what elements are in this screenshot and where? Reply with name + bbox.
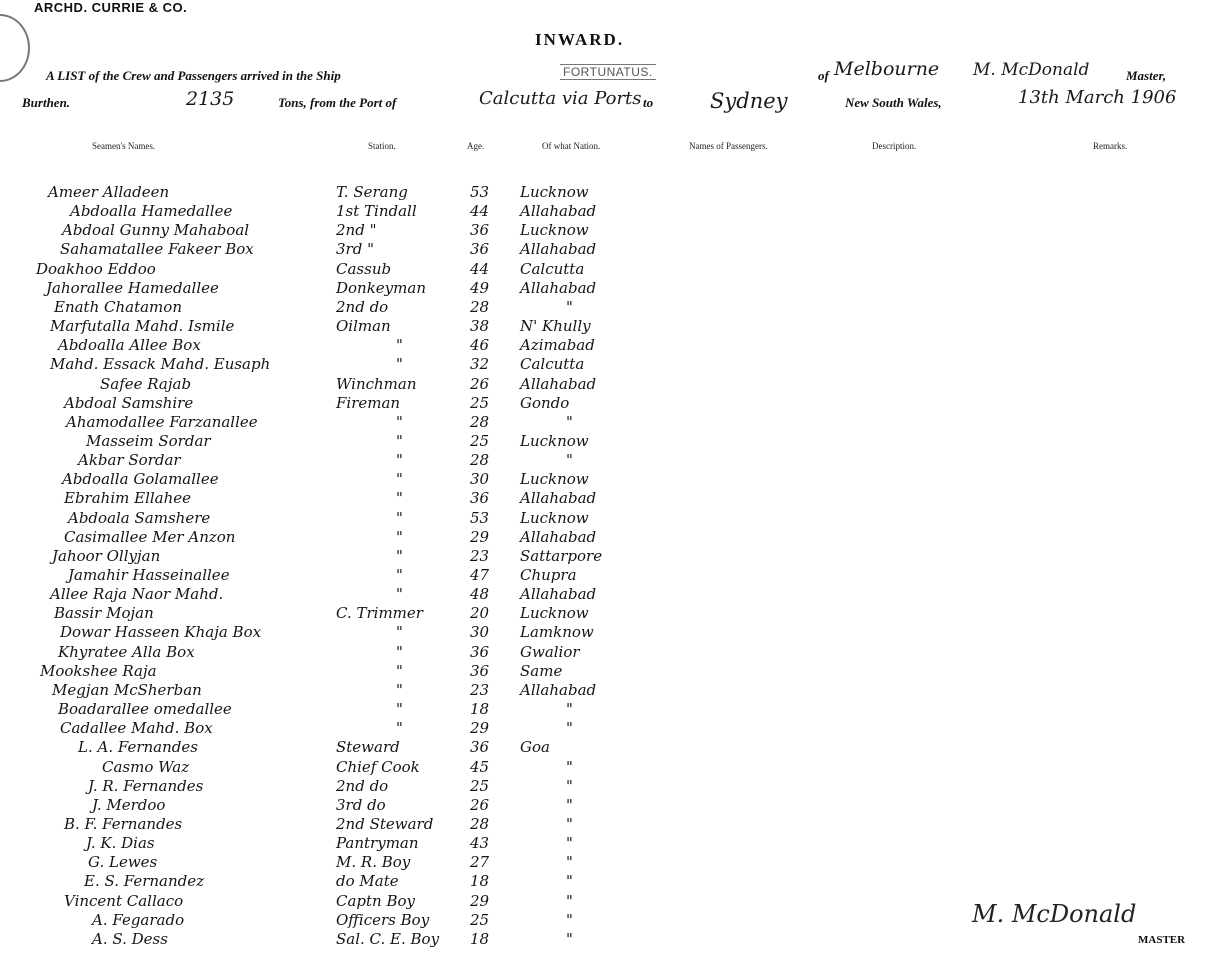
seaman-name: E. S. Fernandez	[84, 872, 205, 890]
crew-row	[0, 260, 900, 280]
seaman-nation: Sattarpore	[520, 547, 603, 565]
crew-row	[0, 872, 900, 892]
crew-row	[0, 432, 900, 452]
seaman-name: Ebrahim Ellahee	[64, 489, 192, 507]
seaman-station: 3rd do	[336, 796, 386, 814]
seaman-name: Abdoalla Golamallee	[62, 470, 219, 488]
seaman-station: "	[396, 336, 403, 354]
seaman-station: Steward	[336, 738, 400, 756]
seaman-name: Bassir Mojan	[54, 604, 154, 622]
seaman-nation: Lucknow	[520, 221, 589, 239]
seaman-age: 29	[470, 892, 490, 910]
seaman-age: 25	[470, 432, 490, 450]
seaman-name: A. Fegarado	[92, 911, 185, 929]
seaman-name: J. R. Fernandes	[88, 777, 204, 795]
crew-row	[0, 815, 900, 835]
seaman-name: Akbar Sordar	[78, 451, 181, 469]
seaman-nation: Allahabad	[520, 375, 597, 393]
crew-row	[0, 643, 900, 663]
col-nation: Of what Nation.	[542, 141, 601, 151]
seaman-station: C. Trimmer	[336, 604, 423, 622]
seaman-nation: Lucknow	[520, 509, 589, 527]
seaman-name: Doakhoo Eddoo	[36, 260, 156, 278]
seaman-station: 2nd do	[336, 298, 389, 316]
seaman-station: Pantryman	[336, 834, 419, 852]
crew-row	[0, 892, 900, 912]
crew-row	[0, 719, 900, 739]
col-description: Description.	[872, 141, 917, 151]
crew-row	[0, 930, 900, 950]
seaman-name: L. A. Fernandes	[78, 738, 198, 756]
crew-row	[0, 604, 900, 624]
seaman-station: T. Serang	[336, 183, 408, 201]
list-label: A LIST of the Crew and Passengers arrived in the Ship	[46, 68, 341, 83]
seaman-age: 26	[470, 375, 490, 393]
seaman-name: Jahorallee Hamedallee	[46, 279, 219, 297]
ship-name-stamp: FORTUNATUS.	[560, 64, 656, 80]
seaman-nation: Allahabad	[520, 681, 597, 699]
seaman-name: J. K. Dias	[86, 834, 155, 852]
arrival-date: 13th March 1906	[1018, 87, 1177, 108]
seaman-nation: "	[566, 719, 573, 737]
col-names: Seamen's Names.	[92, 141, 156, 151]
seaman-station: "	[396, 643, 403, 661]
seaman-name: Megjan McSherban	[52, 681, 202, 699]
seaman-nation: "	[566, 892, 573, 910]
seaman-station: Cassub	[336, 260, 392, 278]
seaman-station: Officers Boy	[336, 911, 430, 929]
seaman-station: "	[396, 489, 403, 507]
crew-row	[0, 566, 900, 586]
col-age: Age.	[467, 141, 485, 151]
seaman-nation: "	[566, 796, 573, 814]
crew-row	[0, 183, 900, 203]
seaman-age: 44	[470, 260, 490, 278]
seaman-age: 44	[470, 202, 490, 220]
seaman-nation: Lucknow	[520, 183, 589, 201]
seaman-name: Abdoal Samshire	[64, 394, 194, 412]
seaman-age: 30	[470, 623, 490, 641]
seaman-station: "	[396, 623, 403, 641]
seaman-nation: "	[566, 298, 573, 316]
seaman-station: Oilman	[336, 317, 391, 335]
to-label: to	[643, 95, 654, 110]
seaman-name: Jahoor Ollyjan	[52, 547, 161, 565]
seaman-age: 53	[470, 509, 490, 527]
seaman-station: 1st Tindall	[336, 202, 417, 220]
seaman-age: 43	[470, 834, 490, 852]
crew-row	[0, 623, 900, 643]
burthen-label: Burthen.	[22, 95, 71, 110]
seaman-station: "	[396, 413, 403, 431]
col-station: Station.	[368, 141, 396, 151]
seaman-age: 28	[470, 413, 490, 431]
seaman-nation: Gwalior	[520, 643, 580, 661]
seaman-name: Casmo Waz	[102, 758, 190, 776]
seaman-station: do Mate	[336, 872, 399, 890]
crew-row	[0, 509, 900, 529]
seaman-nation: "	[566, 413, 573, 431]
seaman-age: 29	[470, 719, 490, 737]
crew-row	[0, 681, 900, 701]
seaman-nation: "	[566, 930, 573, 948]
seaman-nation: N' Khully	[520, 317, 591, 335]
seaman-station: M. R. Boy	[336, 853, 411, 871]
crew-row	[0, 758, 900, 778]
seaman-age: 25	[470, 394, 490, 412]
seaman-nation: Same	[520, 662, 563, 680]
crew-row	[0, 470, 900, 490]
crew-row	[0, 240, 900, 260]
seaman-station: "	[396, 509, 403, 527]
seaman-station: Chief Cook	[336, 758, 420, 776]
crew-row	[0, 489, 900, 509]
seaman-name: Masseim Sordar	[86, 432, 211, 450]
seaman-nation: Goa	[520, 738, 550, 756]
seaman-age: 27	[470, 853, 490, 871]
master-caption: MASTER	[1138, 934, 1186, 946]
col-remarks: Remarks.	[1093, 141, 1128, 151]
crew-row	[0, 375, 900, 395]
seaman-station: "	[396, 681, 403, 699]
from-port: Calcutta via Ports	[479, 88, 642, 109]
seaman-nation: "	[566, 777, 573, 795]
seaman-age: 20	[470, 604, 490, 622]
seaman-station: "	[396, 451, 403, 469]
seaman-age: 23	[470, 547, 490, 565]
seaman-station: "	[396, 700, 403, 718]
seaman-age: 48	[470, 585, 490, 603]
seaman-name: Dowar Hasseen Khaja Box	[60, 623, 262, 641]
seaman-name: B. F. Fernandes	[64, 815, 183, 833]
seaman-age: 28	[470, 298, 490, 316]
seaman-station: "	[396, 547, 403, 565]
seaman-nation: Calcutta	[520, 355, 585, 373]
seaman-name: Abdoala Samshere	[68, 509, 211, 527]
seaman-nation: "	[566, 451, 573, 469]
seaman-station: "	[396, 566, 403, 584]
seaman-station: "	[396, 585, 403, 603]
seaman-age: 25	[470, 777, 490, 795]
master-label: Master,	[1126, 68, 1167, 83]
seaman-age: 25	[470, 911, 490, 929]
seaman-nation: Lamknow	[520, 623, 594, 641]
seaman-age: 47	[470, 566, 490, 584]
crew-row	[0, 662, 900, 682]
seaman-station: "	[396, 662, 403, 680]
seaman-nation: Lucknow	[520, 470, 589, 488]
seaman-name: Vincent Callaco	[64, 892, 184, 910]
seaman-age: 36	[470, 221, 490, 239]
seaman-name: Abdoalla Allee Box	[58, 336, 201, 354]
seaman-name: A. S. Dess	[92, 930, 168, 948]
seaman-age: 45	[470, 758, 490, 776]
seaman-station: 2nd do	[336, 777, 389, 795]
crew-row	[0, 547, 900, 567]
crew-row	[0, 528, 900, 548]
document-title: INWARD.	[535, 30, 625, 49]
seaman-name: Jamahir Hasseinallee	[68, 566, 230, 584]
company-name: ARCHD. CURRIE & CO.	[34, 0, 188, 15]
seaman-name: Khyratee Alla Box	[58, 643, 195, 661]
seaman-name: Ameer Alladeen	[48, 183, 170, 201]
seaman-age: 36	[470, 240, 490, 258]
seaman-station: 2nd "	[336, 221, 377, 239]
seaman-name: Abdoal Gunny Mahaboal	[62, 221, 250, 239]
of-label: of	[818, 68, 829, 83]
crew-row	[0, 777, 900, 797]
seaman-name: Marfutalla Mahd. Ismile	[50, 317, 235, 335]
crew-row	[0, 700, 900, 720]
seaman-nation: Lucknow	[520, 604, 589, 622]
crew-row	[0, 911, 900, 931]
seaman-nation: Chupra	[520, 566, 577, 584]
seaman-age: 38	[470, 317, 490, 335]
seaman-name: Cadallee Mahd. Box	[60, 719, 213, 737]
seaman-station: "	[396, 528, 403, 546]
seaman-nation: Allahabad	[520, 489, 597, 507]
seaman-name: G. Lewes	[88, 853, 158, 871]
seaman-station: "	[396, 719, 403, 737]
seaman-nation: "	[566, 872, 573, 890]
seaman-station: Captn Boy	[336, 892, 416, 910]
seaman-name: Mahd. Essack Mahd. Eusaph	[50, 355, 271, 373]
crew-row	[0, 738, 900, 758]
seaman-station: Fireman	[336, 394, 401, 412]
crew-row	[0, 202, 900, 222]
seaman-age: 36	[470, 662, 490, 680]
seaman-name: J. Merdoo	[92, 796, 166, 814]
col-passengers: Names of Passengers.	[689, 141, 768, 151]
crew-row	[0, 298, 900, 318]
seaman-nation: Allahabad	[520, 240, 597, 258]
burthen-value: 2135	[186, 88, 235, 110]
seaman-name: Casimallee Mer Anzon	[64, 528, 236, 546]
seaman-station: 2nd Steward	[336, 815, 434, 833]
seaman-name: Enath Chatamon	[54, 298, 182, 316]
round-stamp	[0, 14, 30, 82]
crew-row	[0, 853, 900, 873]
seaman-age: 32	[470, 355, 490, 373]
crew-row	[0, 834, 900, 854]
nsw-label: New South Wales,	[845, 95, 942, 110]
crew-row	[0, 394, 900, 414]
seaman-station: "	[396, 355, 403, 373]
seaman-age: 53	[470, 183, 490, 201]
seaman-station: Sal. C. E. Boy	[336, 930, 440, 948]
master-name: M. McDonald	[973, 60, 1090, 80]
seaman-name: Allee Raja Naor Mahd.	[50, 585, 224, 603]
seaman-station: Winchman	[336, 375, 417, 393]
seaman-nation: Azimabad	[520, 336, 595, 354]
master-signature: M. McDonald	[972, 900, 1137, 928]
seaman-name: Safee Rajab	[100, 375, 192, 393]
crew-row	[0, 451, 900, 471]
tons-label: Tons, from the Port of	[278, 95, 397, 110]
seaman-station: "	[396, 432, 403, 450]
seaman-age: 18	[470, 930, 490, 948]
seaman-age: 36	[470, 489, 490, 507]
seaman-nation: Gondo	[520, 394, 570, 412]
seaman-station: 3rd "	[336, 240, 374, 258]
seaman-station: Donkeyman	[336, 279, 426, 297]
seaman-nation: Calcutta	[520, 260, 585, 278]
crew-row	[0, 413, 900, 433]
seaman-nation: "	[566, 911, 573, 929]
seaman-age: 36	[470, 738, 490, 756]
seaman-name: Sahamatallee Fakeer Box	[60, 240, 254, 258]
seaman-age: 26	[470, 796, 490, 814]
seaman-age: 36	[470, 643, 490, 661]
seaman-age: 49	[470, 279, 490, 297]
crew-row	[0, 336, 900, 356]
seaman-age: 29	[470, 528, 490, 546]
seaman-nation: Allahabad	[520, 528, 597, 546]
seaman-station: "	[396, 470, 403, 488]
seaman-nation: Lucknow	[520, 432, 589, 450]
seaman-age: 30	[470, 470, 490, 488]
seaman-age: 18	[470, 872, 490, 890]
crew-row	[0, 796, 900, 816]
seaman-age: 28	[470, 815, 490, 833]
seaman-age: 28	[470, 451, 490, 469]
seaman-nation: Allahabad	[520, 202, 597, 220]
seaman-nation: "	[566, 700, 573, 718]
seaman-name: Ahamodallee Farzanallee	[66, 413, 258, 431]
seaman-age: 46	[470, 336, 490, 354]
crew-row	[0, 317, 900, 337]
seaman-name: Mookshee Raja	[40, 662, 157, 680]
seaman-age: 23	[470, 681, 490, 699]
seaman-age: 18	[470, 700, 490, 718]
to-port: Sydney	[710, 89, 788, 113]
crew-row	[0, 355, 900, 375]
crew-row	[0, 221, 900, 241]
seaman-nation: Allahabad	[520, 279, 597, 297]
ship-port: Melbourne	[834, 58, 940, 80]
crew-row	[0, 585, 900, 605]
seaman-nation: Allahabad	[520, 585, 597, 603]
crew-row	[0, 279, 900, 299]
seaman-name: Boadarallee omedallee	[58, 700, 232, 718]
seaman-nation: "	[566, 815, 573, 833]
seaman-name: Abdoalla Hamedallee	[70, 202, 233, 220]
seaman-nation: "	[566, 853, 573, 871]
seaman-nation: "	[566, 834, 573, 852]
seaman-nation: "	[566, 758, 573, 776]
